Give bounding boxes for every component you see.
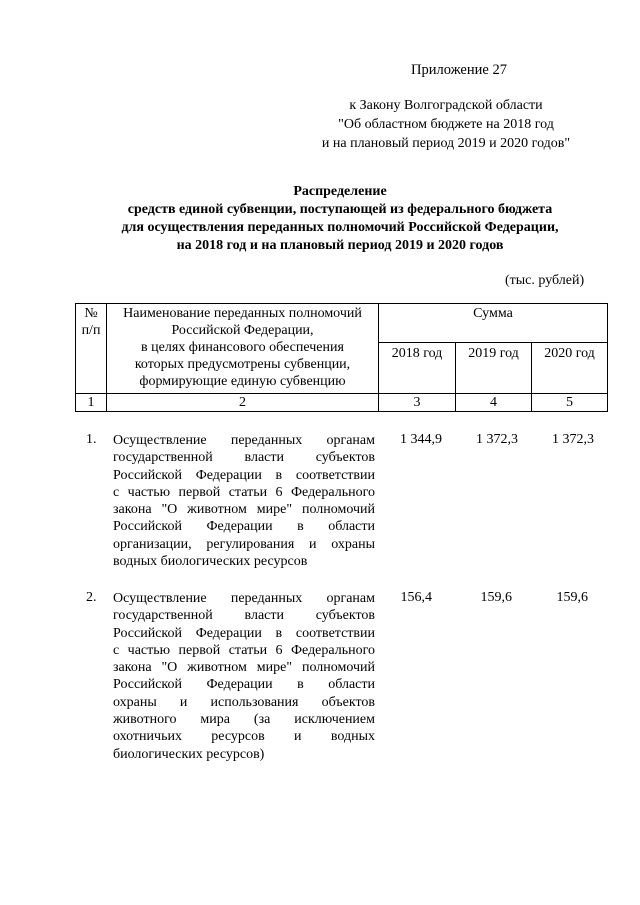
appendix-label: Приложение 27 bbox=[411, 62, 507, 78]
row-number: 1. bbox=[86, 432, 97, 447]
col-no-header: № п/п bbox=[81, 306, 101, 338]
year-header-2020: 2020 год bbox=[544, 346, 595, 361]
units-label: (тыс. рублей) bbox=[505, 273, 585, 288]
value-2020: 159,6 bbox=[556, 590, 588, 605]
document-title bbox=[60, 183, 620, 255]
sum-divider bbox=[378, 342, 608, 343]
table-border-right bbox=[607, 303, 608, 411]
law-line: к Закону Волгоградской области bbox=[349, 98, 543, 113]
row-number: 2. bbox=[86, 590, 97, 605]
col-name-header: Наименование переданных полномочий Российской Федерации, в целях финансового обеспечения которых предусмотрены субвенции, формирующие единую субвенцию bbox=[123, 306, 362, 389]
value-2019: 1 372,3 bbox=[476, 432, 518, 447]
year-header-2018: 2018 год bbox=[391, 346, 443, 361]
index-cell: 1 bbox=[87, 395, 95, 410]
title-line: средств единой субвенции, поступающей из федерального бюджета bbox=[127, 202, 553, 217]
value-2019: 159,6 bbox=[480, 590, 512, 605]
year-header-2019: 2019 год bbox=[468, 346, 519, 361]
row-description: Осуществление переданных органам государственной власти субъектов Российской Федерации в соответствии с частью первой статьи 6 Федерального закона "О животном мире" полномочий Российской Федерации в области организации, регулирования и охраны водных биологических ресурсов bbox=[113, 433, 375, 570]
value-2018: 1 344,9 bbox=[400, 432, 442, 447]
row-description: Осуществление переданных органам государственной власти субъектов Российской Федерации в соответствии с частью первой статьи 6 Федерального закона "О животном мире" полномочий Российской Федерации в области охраны и использования объектов животного мира (за исключением охотничьих ресурсов и водных биологических ресурсов) bbox=[113, 591, 375, 762]
title-line: для осуществления переданных полномочий Российской Федерации, bbox=[121, 220, 559, 235]
title-line: на 2018 год и на плановый период 2019 и 2020 годов bbox=[176, 238, 504, 253]
table-border-top bbox=[75, 303, 608, 304]
title-line: Распределение bbox=[293, 184, 387, 199]
law-reference bbox=[300, 96, 592, 153]
index-cell: 5 bbox=[566, 395, 573, 410]
col-sum-header: Сумма bbox=[473, 306, 513, 321]
index-cell: 4 bbox=[490, 395, 497, 410]
law-line: и на плановый период 2019 и 2020 годов" bbox=[321, 136, 571, 151]
law-line: "Об областном бюджете на 2018 год bbox=[338, 117, 554, 132]
index-cell: 3 bbox=[413, 395, 421, 410]
index-cell: 2 bbox=[239, 395, 246, 410]
value-2020: 1 372,3 bbox=[552, 432, 594, 447]
value-2018: 156,4 bbox=[400, 590, 432, 605]
index-row-border bbox=[75, 411, 608, 412]
